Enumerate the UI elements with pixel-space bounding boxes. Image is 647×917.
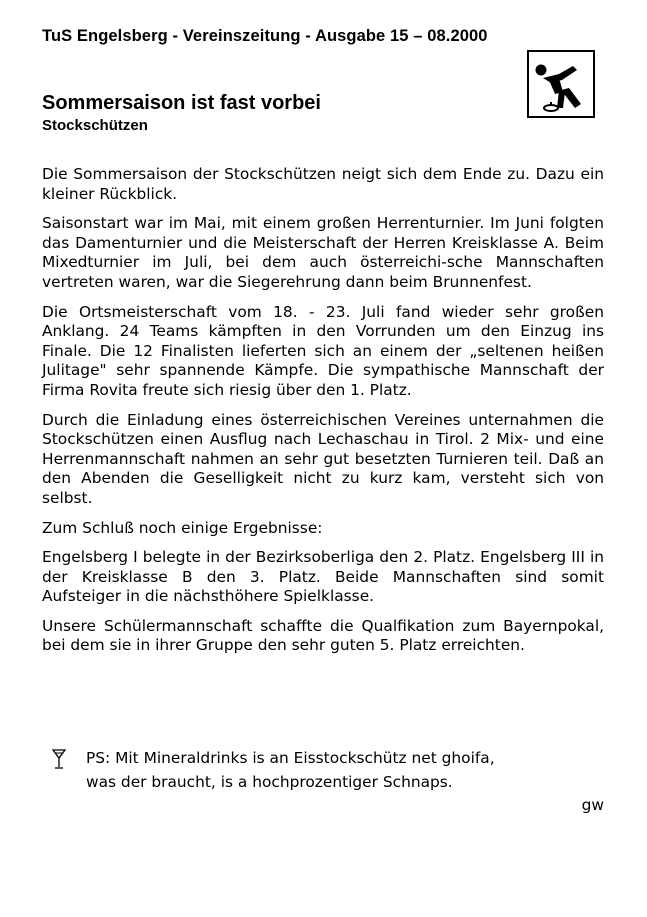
article-body (42, 165, 604, 666)
newsletter-header: TuS Engelsberg - Vereinszeitung - Ausgabe 15 – 08.2000 (42, 27, 488, 45)
paragraph: Saisonstart war im Mai, mit einem großen Herrenturnier. Im Juni folgten das Damenturnier und die Meisterschaft der Herren Kreisklasse A. Beim Mixedturnier im Juli, bei dem auch österreichi-sche Mannschaften vertreten waren, war die Siegerehrung dann beim Brunnenfest. (42, 214, 604, 291)
article-subtitle: Stockschützen (42, 117, 148, 134)
paragraph: Unsere Schülermannschaft schaffte die Qualfikation zum Bayernpokal, bei dem sie in ihrer Gruppe den sehr guten 5. Platz erreichten. (42, 616, 604, 655)
paragraph: Zum Schluß noch einige Ergebnisse: (42, 518, 323, 537)
paragraph: Die Ortsmeisterschaft vom 18. - 23. Juli fand wieder sehr großen Anklang. 24 Teams kämpften in den Vorrunden um den Einzug ins Finale. Die 12 Finalisten lieferten sich an einem der „seltenen heißen Julitage" sehr spannende Kämpfe. Die sympathische Mannschaft der Firma Rovita freute sich riesig über den 1. Platz. (42, 302, 604, 399)
cocktail-glass-icon (52, 748, 66, 770)
paragraph: Durch die Einladung eines österreichischen Vereines unternahmen die Stockschützen einen Ausflug nach Lechaschau in Tirol. 2 Mix- und eine Herrenmannschaft nahmen an sehr gut besetzten Turnieren teil. Daß an den Abenden die Geselligkeit nicht zu kurz kam, versteht sich von selbst. (42, 410, 604, 507)
ps-line-1: PS: Mit Mineraldrinks is an Eisstockschütz net ghoifa, (86, 749, 495, 767)
ps-line-2: was der braucht, is a hochprozentiger Schnaps. (86, 773, 453, 791)
paragraph: Engelsberg I belegte in der Bezirksoberliga den 2. Platz. Engelsberg III in der Kreisklasse B den 3. Platz. Beide Mannschaften sind somit Aufsteiger in die nächsthöhere Spielklasse. (42, 548, 604, 606)
postscript (42, 746, 604, 794)
author-signature: gw (581, 796, 604, 814)
article-title: Sommersaison ist fast vorbei (42, 92, 321, 114)
paragraph: Die Sommersaison der Stockschützen neigt sich dem Ende zu. Dazu ein kleiner Rückblick. (42, 165, 604, 203)
stockschuetze-logo-icon (527, 50, 595, 118)
